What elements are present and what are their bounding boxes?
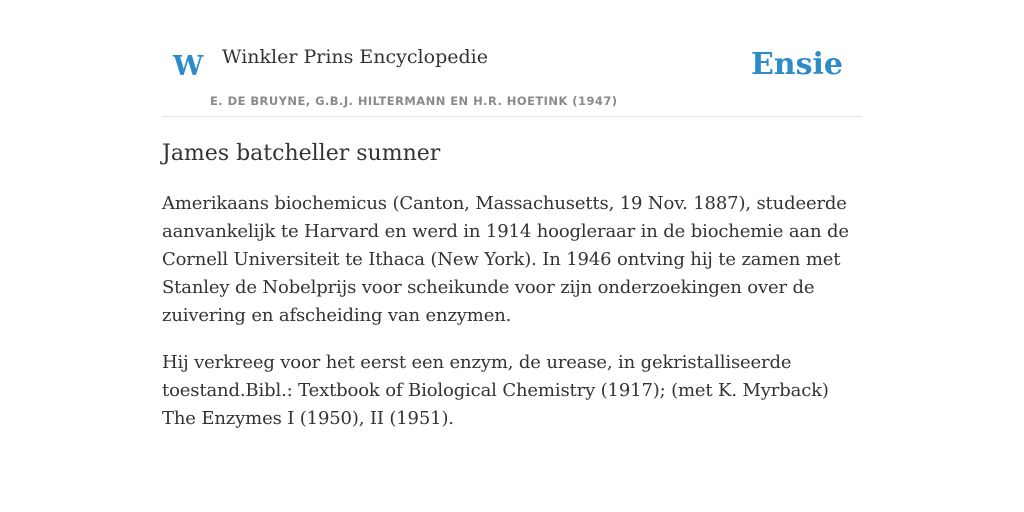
source-title[interactable]: Winkler Prins Encyclopedie: [222, 46, 488, 68]
ensie-logo-link[interactable]: Ensie: [750, 47, 843, 82]
article-title: James batcheller sumner: [162, 141, 441, 166]
winkler-prins-logo[interactable]: W: [173, 51, 204, 82]
article-paragraph: Hij verkreeg voor het eerst een enzym, de urease, in gekristalliseerde toestand.Bibl.: Textbook of Biological Chemistry (1917); (met K. Myrback) The Enzymes I (1950), II (1951).: [162, 352, 829, 429]
article: [162, 138, 864, 452]
source-authors: E. DE BRUYNE, G.B.J. HILTERMANN EN H.R. HOETINK (1947): [210, 94, 618, 108]
source-header: [162, 0, 862, 117]
article-paragraph: Amerikaans biochemicus (Canton, Massachusetts, 19 Nov. 1887), studeerde aanvankelijk te Harvard en werd in 1914 hoogleraar in de biochemie aan de Cornell Universiteit te Ithaca (New York). In 1946 ontving hij te zamen met Stanley de Nobelprijs voor scheikunde voor zijn onderzoekingen over de zuivering en afscheiding van enzymen.: [162, 193, 849, 326]
